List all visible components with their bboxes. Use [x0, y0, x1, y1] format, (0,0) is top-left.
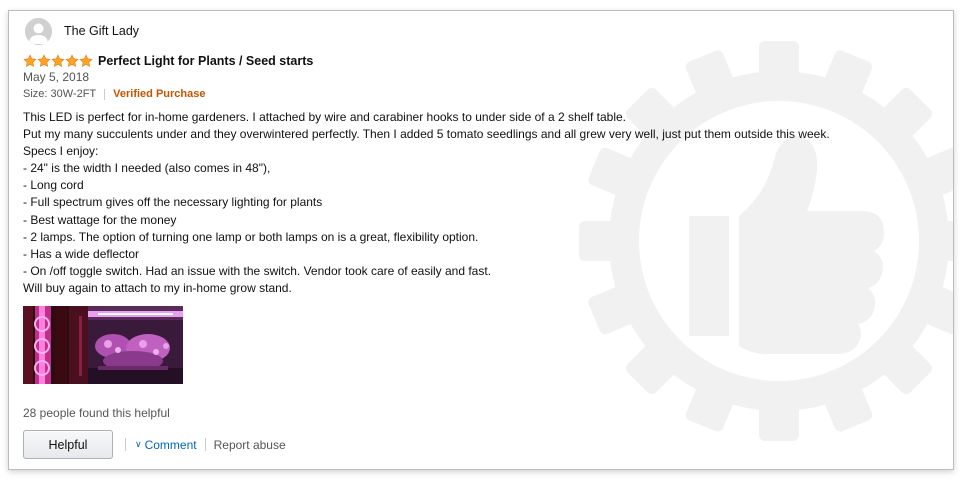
- report-abuse-link[interactable]: Report abuse: [213, 437, 286, 452]
- review-body-line: - 2 lamps. The option of turning one lamp or both lamps on is a great, flexibility option.: [23, 229, 479, 244]
- review-card: [8, 10, 954, 470]
- product-size: Size: 30W-2FT: [23, 88, 97, 100]
- review-title-row: [23, 53, 313, 69]
- default-user-avatar-icon: [25, 18, 52, 45]
- star-rating[interactable]: [23, 54, 93, 68]
- review-body-line: - 24" is the width I needed (also comes in 48"),: [23, 161, 271, 176]
- review-title[interactable]: Perfect Light for Plants / Seed starts: [98, 54, 314, 68]
- chevron-down-icon: ∨: [135, 439, 142, 449]
- review-body-line: Will buy again to attach to my in-home grow stand.: [23, 280, 292, 295]
- comment-link[interactable]: [135, 438, 197, 452]
- star-icon: [37, 54, 51, 68]
- review-body-line: - Long cord: [23, 178, 84, 193]
- star-icon: [65, 54, 79, 68]
- review-body: [23, 109, 830, 297]
- review-body-line: - Has a wide deflector: [23, 246, 140, 261]
- star-icon: [79, 54, 93, 68]
- reviewer-name[interactable]: The Gift Lady: [64, 24, 140, 38]
- review-body-line: - Full spectrum gives off the necessary lighting for plants: [23, 195, 323, 210]
- divider: [125, 438, 126, 451]
- review-meta: [23, 88, 205, 100]
- review-body-line: - Best wattage for the money: [23, 212, 177, 227]
- divider: [104, 89, 105, 100]
- reviewer-profile[interactable]: [25, 17, 139, 45]
- divider: [205, 438, 206, 451]
- comment-label[interactable]: Comment: [144, 437, 197, 452]
- review-body-line: Specs I enjoy:: [23, 144, 99, 159]
- review-date: May 5, 2018: [23, 70, 90, 84]
- helpful-button[interactable]: Helpful: [23, 430, 113, 459]
- helpful-count: 28 people found this helpful: [23, 406, 170, 420]
- review-image-1[interactable]: [23, 306, 88, 384]
- review-actions: [23, 430, 286, 459]
- review-body-line: This LED is perfect for in-home gardeners. I attached by wire and carabiner hooks to under side of a 2 shelf table.: [23, 110, 626, 124]
- verified-purchase-badge[interactable]: Verified Purchase: [113, 88, 206, 100]
- review-body-line: - On /off toggle switch. Had an issue with the switch. Vendor took care of easily and fast.: [23, 263, 492, 278]
- review-image-2[interactable]: [88, 306, 183, 384]
- star-icon: [51, 54, 65, 68]
- review-body-line: Put my many succulents under and they overwintered perfectly. Then I added 5 tomato seedlings and all grew very well, just put them outside this week.: [23, 127, 830, 142]
- review-images: [23, 306, 183, 384]
- star-icon: [23, 54, 37, 68]
